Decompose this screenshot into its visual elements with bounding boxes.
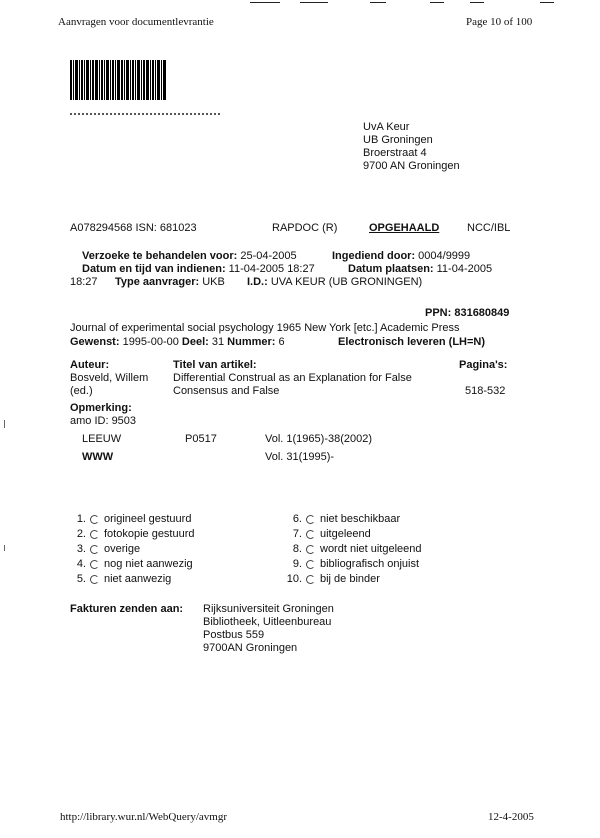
author-role: (ed.) (70, 385, 93, 397)
electronic-delivery: Electronisch leveren (LH=N) (338, 336, 486, 348)
journal-title: Journal of experimental social psychology 1965 New York [etc.] Academic Press (70, 322, 460, 334)
radio-icon[interactable] (306, 560, 315, 569)
margin-mark (4, 545, 5, 551)
remark-label: Opmerking: (70, 402, 132, 414)
footer-date: 12-4-2005 (488, 811, 534, 823)
scan-edge-mark (250, 2, 280, 3)
submit-datetime-row: Datum en tijd van indienen: 11-04-2005 18:27 (82, 263, 315, 275)
radio-icon[interactable] (306, 530, 315, 539)
author-name: Bosveld, Willem (70, 372, 149, 384)
billing-line: Rijksuniversiteit Groningen (203, 603, 334, 615)
option-item[interactable]: 1. origineel gestuurd (76, 513, 192, 525)
option-item[interactable]: 5. niet aanwezig (76, 573, 172, 585)
page-indicator: Page 10 of 100 (466, 16, 533, 28)
holding-lib: LEEUW (82, 433, 122, 445)
submitted-by-row: Ingediend door: 0004/9999 (332, 250, 471, 262)
holding-volumes: Vol. 1(1965)-38(2002) (265, 433, 373, 445)
option-item[interactable]: 10. bij de binder (286, 573, 380, 585)
ncc-code: NCC/IBL (467, 222, 511, 234)
scan-edge-mark (300, 2, 328, 3)
recipient-line: Broerstraat 4 (363, 147, 427, 159)
radio-icon[interactable] (90, 530, 99, 539)
scan-edge-mark (430, 2, 444, 3)
pages-value: 518-532 (465, 385, 506, 397)
rapdoc-code: RAPDOC (R) (272, 222, 338, 234)
pages-label: Pagina's: (459, 359, 508, 371)
radio-icon[interactable] (90, 545, 99, 554)
radio-icon[interactable] (90, 575, 99, 584)
barcode (70, 60, 166, 100)
holding-lib: WWW (82, 451, 114, 463)
request-id: A078294568 ISN: 681023 (70, 222, 197, 234)
status-badge: OPGEHAALD (369, 222, 440, 234)
deadline-row: Verzoeke te behandelen voor: 25-04-2005 (82, 250, 297, 262)
placement-time: 18:27 (70, 276, 98, 288)
option-item[interactable]: 7. uitgeleend (292, 528, 371, 540)
barcode-caption-smudge (70, 113, 220, 115)
radio-icon[interactable] (90, 560, 99, 569)
placement-date-row: Datum plaatsen: 11-04-2005 (348, 263, 493, 275)
billing-label: Fakturen zenden aan: (70, 603, 184, 615)
option-item[interactable]: 9. bibliografisch onjuist (292, 558, 420, 570)
radio-icon[interactable] (306, 515, 315, 524)
option-item[interactable]: 6. niet beschikbaar (292, 513, 401, 525)
scan-edge-mark (470, 2, 484, 3)
footer-url[interactable]: http://library.wur.nl/WebQuery/avmgr (60, 811, 228, 823)
recipient-line: UvA Keur (363, 121, 410, 133)
option-item[interactable]: 3. overige (76, 543, 141, 555)
option-item[interactable]: 8. wordt niet uitgeleend (292, 543, 422, 555)
scan-edge-mark (370, 2, 386, 3)
requester-id-row: I.D.: UVA KEUR (UB GRONINGEN) (247, 276, 423, 288)
radio-icon[interactable] (306, 575, 315, 584)
recipient-line: UB Groningen (363, 134, 433, 146)
requester-type-row: Type aanvrager: UKB (115, 276, 225, 288)
desired-row: Gewenst: 1995-00-00 Deel: 31 Nummer: 6 (70, 336, 285, 348)
article-title: Differential Construal as an Explanation for False (173, 372, 412, 384)
recipient-line: 9700 AN Groningen (363, 160, 460, 172)
article-title-cont: Consensus and False (173, 385, 280, 397)
scan-edge-mark (540, 2, 554, 3)
article-title-label: Titel van artikel: (173, 359, 257, 371)
holding-code: P0517 (185, 433, 217, 445)
holding-volumes: Vol. 31(1995)- (265, 451, 335, 463)
option-item[interactable]: 4. nog niet aanwezig (76, 558, 193, 570)
option-item[interactable]: 2. fotokopie gestuurd (76, 528, 195, 540)
billing-line: Bibliotheek, Uitleenbureau (203, 616, 332, 628)
billing-line: Postbus 559 (203, 629, 265, 641)
radio-icon[interactable] (306, 545, 315, 554)
radio-icon[interactable] (90, 515, 99, 524)
header-title: Aanvragen voor documentlevrantie (58, 16, 214, 28)
ppn-number: PPN: 831680849 (425, 307, 510, 319)
billing-line: 9700AN Groningen (203, 642, 298, 654)
remark-value: amo ID: 9503 (70, 415, 137, 427)
author-label: Auteur: (70, 359, 110, 371)
margin-mark (4, 420, 5, 428)
